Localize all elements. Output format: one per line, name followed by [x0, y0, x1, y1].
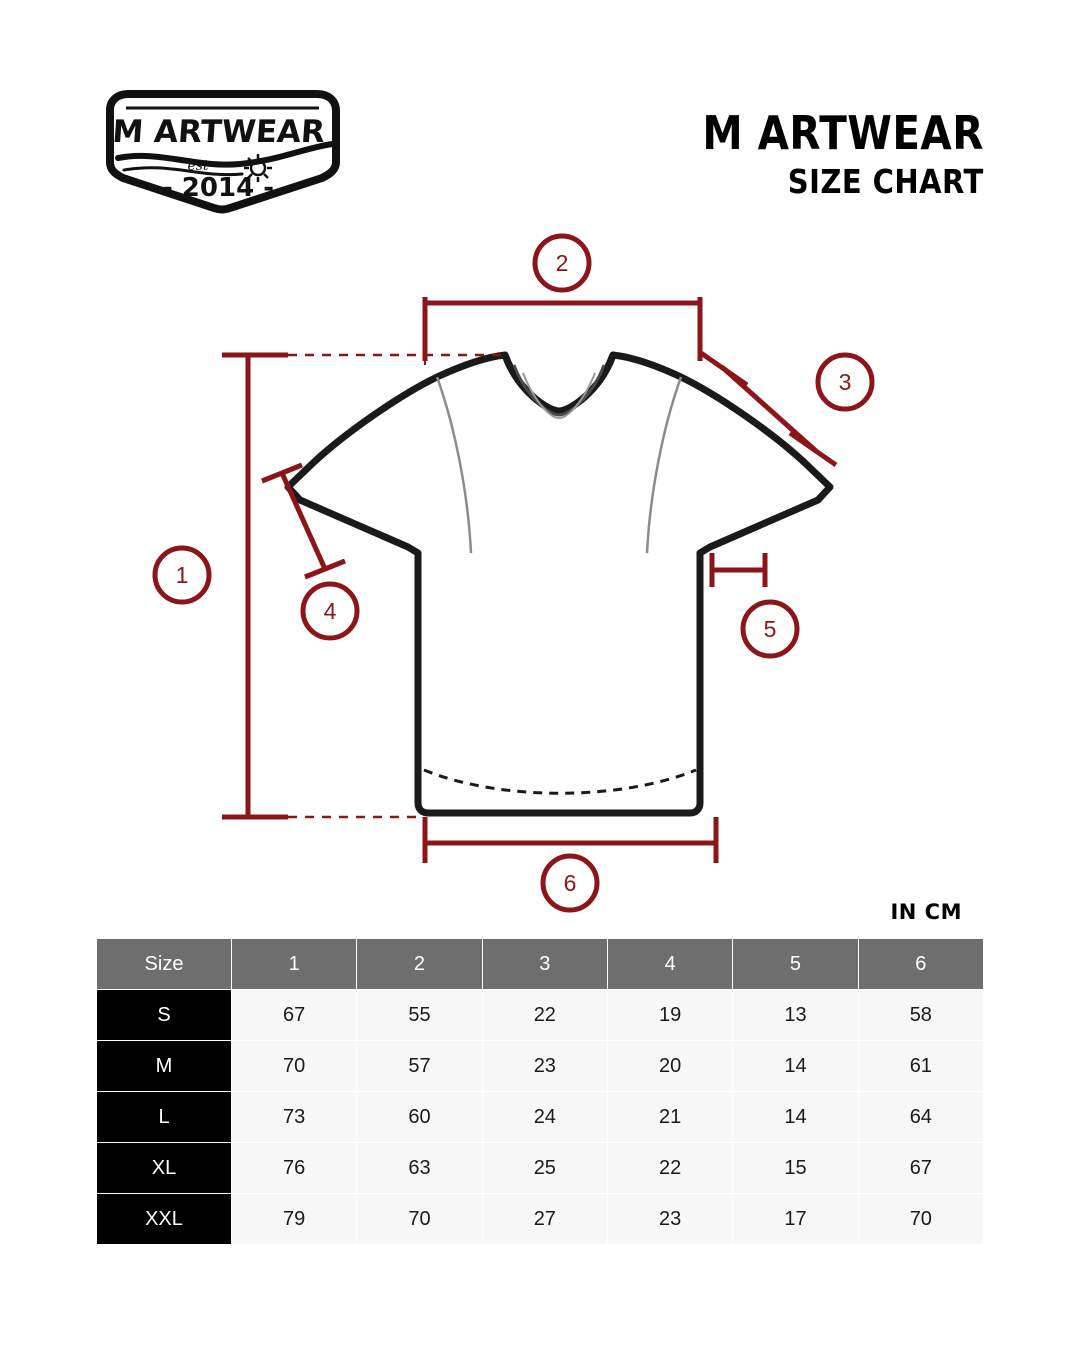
cell-value: 27: [482, 1194, 607, 1245]
callout-5: [743, 602, 797, 656]
cell-value: 79: [232, 1194, 357, 1245]
callout-4-label: 4: [323, 598, 337, 624]
cell-value: 55: [357, 990, 482, 1041]
svg-text:est: est: [187, 158, 209, 174]
cell-value: 22: [607, 1143, 732, 1194]
column-header-size: Size: [97, 939, 232, 990]
callout-3-label: 3: [838, 369, 852, 395]
dimension-line-5: [712, 553, 765, 587]
table-header-row: [97, 939, 984, 990]
size-chart-table: [96, 938, 984, 1245]
callout-2-label: 2: [555, 250, 569, 276]
cell-value: 23: [607, 1194, 732, 1245]
table-row: [97, 1194, 984, 1245]
table-row: [97, 1092, 984, 1143]
cell-value: 22: [482, 990, 607, 1041]
callout-4: [303, 584, 357, 638]
cell-value: 63: [357, 1143, 482, 1194]
table-header: [97, 939, 984, 990]
header: [0, 0, 1080, 240]
callout-6-label: 6: [563, 870, 577, 896]
cell-value: 14: [733, 1092, 858, 1143]
svg-text:M ARTWEAR: M ARTWEAR: [111, 114, 327, 150]
column-header-4: 4: [607, 939, 732, 990]
cell-value: 70: [858, 1194, 983, 1245]
tshirt-measurement-diagram: [0, 215, 1080, 915]
column-header-3: 3: [482, 939, 607, 990]
cell-value: 57: [357, 1041, 482, 1092]
cell-value: 21: [607, 1092, 732, 1143]
unit-label: IN CM: [890, 900, 962, 924]
cell-value: 13: [733, 990, 858, 1041]
cell-value: 17: [733, 1194, 858, 1245]
table-row: [97, 990, 984, 1041]
cell-value: 15: [733, 1143, 858, 1194]
table-row: [97, 1143, 984, 1194]
cell-value: 70: [357, 1194, 482, 1245]
cell-value: 61: [858, 1041, 983, 1092]
page-subtitle: SIZE CHART: [787, 162, 984, 201]
cell-value: 67: [858, 1143, 983, 1194]
callout-5-label: 5: [763, 616, 777, 642]
column-header-2: 2: [357, 939, 482, 990]
brand-text-block: [664, 106, 984, 201]
row-size-label: XL: [97, 1143, 232, 1194]
cell-value: 60: [357, 1092, 482, 1143]
tshirt-outline-icon: [288, 355, 830, 813]
callout-1-label: 1: [175, 562, 189, 588]
cell-value: 25: [482, 1143, 607, 1194]
row-size-label: S: [97, 990, 232, 1041]
page-title: M ARTWEAR: [702, 106, 984, 160]
callout-6: [543, 856, 597, 910]
cell-value: 58: [858, 990, 983, 1041]
callout-1: [155, 548, 209, 602]
cell-value: 24: [482, 1092, 607, 1143]
callout-3: [818, 355, 872, 409]
column-header-5: 5: [733, 939, 858, 990]
cell-value: 76: [232, 1143, 357, 1194]
cell-value: 67: [232, 990, 357, 1041]
logo-badge-icon: [100, 84, 345, 214]
cell-value: 64: [858, 1092, 983, 1143]
cell-value: 20: [607, 1041, 732, 1092]
cell-value: 19: [607, 990, 732, 1041]
column-header-6: 6: [858, 939, 983, 990]
cell-value: 23: [482, 1041, 607, 1092]
row-size-label: L: [97, 1092, 232, 1143]
row-size-label: M: [97, 1041, 232, 1092]
cell-value: 73: [232, 1092, 357, 1143]
cell-value: 70: [232, 1041, 357, 1092]
table-body: [97, 990, 984, 1245]
callout-2: [535, 236, 589, 290]
table-row: [97, 1041, 984, 1092]
row-size-label: XXL: [97, 1194, 232, 1245]
brand-logo: [100, 84, 345, 214]
column-header-1: 1: [232, 939, 357, 990]
svg-text:- 2014 -: - 2014 -: [161, 173, 275, 203]
cell-value: 14: [733, 1041, 858, 1092]
